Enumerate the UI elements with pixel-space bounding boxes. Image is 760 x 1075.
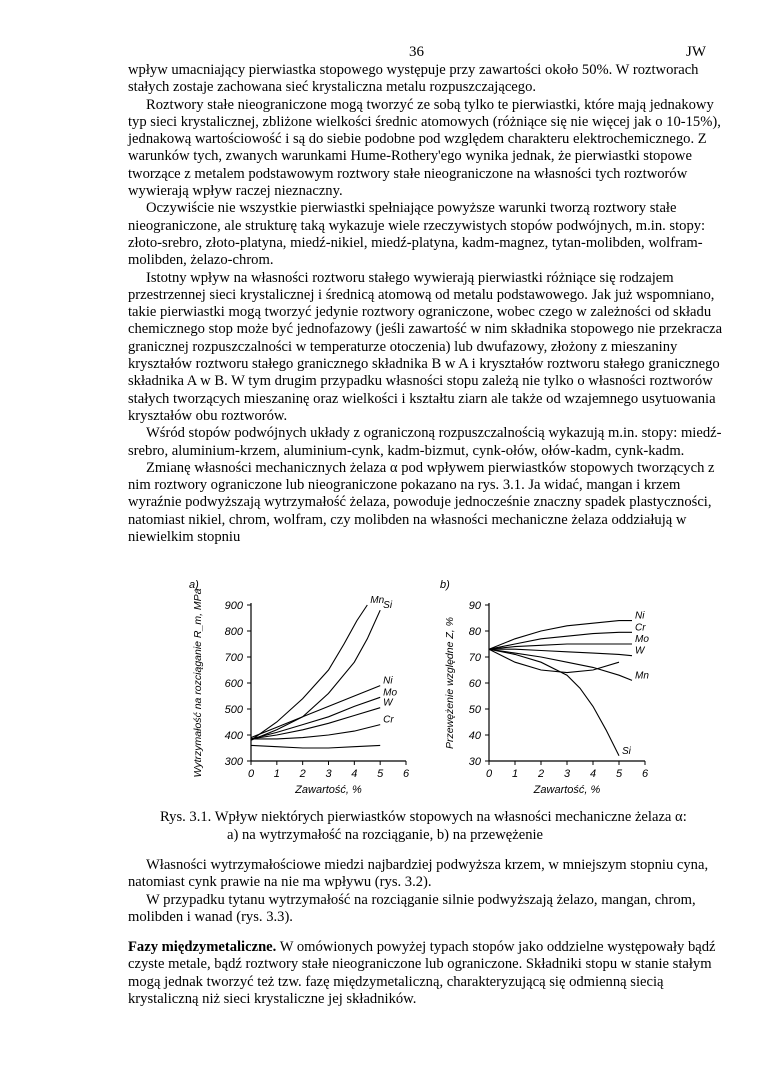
figure-3-1 xyxy=(183,572,658,804)
panel-label: b) xyxy=(440,579,450,591)
section-body: W omówionych powyżej typach stopów jako oddzielne występowały bądź czyste metale, bądź roztwory stałe nieograniczone lub ograniczone. Składniki stopu w stanie stałym mogą jednak tworzyć też tzw. fazę międzymetaliczną, charakteryzującą się odmienną siecią krystaliczną niż sieci krystaliczne jej składników. xyxy=(128,939,716,1007)
y-tick-label: 900 xyxy=(224,600,243,612)
x-tick-label: 0 xyxy=(485,768,493,780)
y-tick-label: 60 xyxy=(468,678,481,690)
series-label-w: W xyxy=(383,697,393,709)
section-heading: Fazy międzymetaliczne. xyxy=(128,939,277,955)
author-initials: JW xyxy=(686,44,706,60)
body-text-bottom xyxy=(128,857,728,926)
y-tick-label: 40 xyxy=(468,730,481,742)
paragraph: Zmianę własności mechanicznych żelaza α pod wpływem pierwiastków stopowych tworzących z nim roztwory ograniczone lub nieograniczone pokazano na rys. 3.1. Ja widać, mangan i krzem wyraźnie podwyższają wytrzymałość żelaza, powoduje jednocześnie znaczny spadek plastyczności, natomiast nikiel, chrom, wolfram, czy molibden na własności mechaniczne żelaza oddziałują w niewielkim stopniu xyxy=(128,459,715,546)
series-label-mo: Mo xyxy=(635,634,649,645)
series-label-w: W xyxy=(635,645,645,657)
y-tick-label: 700 xyxy=(224,652,243,664)
series-label-ni: Ni xyxy=(383,675,393,687)
paragraph: Oczywiście nie wszystkie pierwiastki spełniające powyższe warunki tworzą roztwory stałe nieograniczone, ale strukturę taką wykazuje wiele rzeczywistych stopów podwójnych, m.in. stopy: złoto-srebro, złoto-platyna, miedź-nikiel, miedź-platyna, kadm-magnez, tytan-molibden, wolfram-molibden, żelazo-chrom. xyxy=(128,200,706,269)
caption-line-2: a) na wytrzymałość na rozciąganie, b) na przewężenie xyxy=(227,827,544,843)
series-line-si xyxy=(489,649,619,756)
caption-line-1: Rys. 3.1. Wpływ niektórych pierwiastków stopowych na własności mechaniczne żelaza α: xyxy=(160,809,687,825)
series-line-unlabeled xyxy=(251,745,380,748)
figure-caption xyxy=(160,808,740,844)
y-tick-label: 300 xyxy=(224,756,243,768)
y-tick-label: 400 xyxy=(224,730,243,742)
panel-label: a) xyxy=(189,579,199,591)
y-tick-label: 50 xyxy=(468,704,481,716)
series-label-si: Si xyxy=(622,745,631,757)
paragraph: Wśród stopów podwójnych układy z ograniczoną rozpuszczalnością wykazują m.in. stopy: miedź-srebro, aluminium-krzem, aluminium-cynk, kadm-bizmut, cynk-ołów, ołów-kadm, cynk-kadm. xyxy=(128,425,722,459)
x-axis-label: Zawartość, % xyxy=(533,784,601,796)
paragraph: Roztwory stałe nieograniczone mogą tworzyć ze sobą tylko te pierwiastki, które mają jednakowy typ sieci krystalicznej, zbliżone wielkości średnic atomowych (różniące się nie więcej jak o 10-15%), jednakową wartościowość i są do siebie podobne pod względem charakteru elektrochemicznego. Z warunków tych, zwanych warunkami Hume-Rothery'ego wynika jednak, że pierwiastki stopowe tworzące z metalem podstawowym roztwory stałe nieograniczone na własności tych roztworów wywierają wpływ raczej nieznaczny. xyxy=(128,96,721,200)
series-label-mo: Mo xyxy=(383,687,398,699)
paragraph: Własności wytrzymałościowe miedzi najbardziej podwyższa krzem, w mniejszym stopniu cyna, natomiast cynk prawie na nie ma wpływu (rys. 3.2). xyxy=(128,857,709,891)
x-tick-label: 3 xyxy=(325,768,332,780)
x-tick-label: 1 xyxy=(273,768,280,780)
x-tick-label: 6 xyxy=(641,768,649,780)
series-label-cr: Cr xyxy=(635,622,646,634)
page-header xyxy=(0,44,760,64)
x-tick-label: 1 xyxy=(511,768,519,780)
x-tick-label: 6 xyxy=(402,768,410,780)
paragraph xyxy=(128,939,728,1008)
section-intermetallic xyxy=(128,939,728,1008)
y-tick-label: 800 xyxy=(224,626,243,638)
x-tick-label: 4 xyxy=(589,768,597,780)
y-tick-label: 30 xyxy=(468,756,481,768)
y-tick-label: 80 xyxy=(468,626,481,638)
series-label-mn: Mn xyxy=(635,670,649,682)
y-axis-label: Przewężenie względne Z, % xyxy=(444,617,456,749)
series-label-si: Si xyxy=(383,600,393,612)
body-text-top xyxy=(128,62,728,546)
x-tick-label: 0 xyxy=(247,768,255,780)
series-label-ni: Ni xyxy=(635,610,645,622)
series-line-mn xyxy=(251,605,367,740)
x-tick-label: 4 xyxy=(351,768,358,780)
y-axis-label: Wytrzymałość na rozciąganie R_m, MPa xyxy=(192,588,204,778)
series-label-mn: Mn xyxy=(370,595,385,606)
y-tick-label: 70 xyxy=(468,652,481,664)
x-tick-label: 3 xyxy=(563,768,571,780)
y-tick-label: 500 xyxy=(224,704,243,716)
x-tick-label: 5 xyxy=(377,768,384,780)
page-number: 36 xyxy=(409,44,424,60)
figure-charts xyxy=(183,572,658,804)
x-tick-label: 2 xyxy=(537,768,545,780)
y-tick-label: 90 xyxy=(468,600,481,612)
x-axis-label: Zawartość, % xyxy=(295,784,362,796)
paragraph: Istotny wpływ na własności roztworu stałego wywierają pierwiastki różniące się rodzajem przestrzennej sieci krystalicznej i średnicą atomową od metalu podstawowego. Jak już wspomniano, takie pierwiastki mogą tworzyć jedynie roztwory ograniczone, wobec czego w zależności od składu chemicznego stop może być jednofazowy (jeśli zawartość w nim składnika stopowego nie przekracza granicznej rozpuszczalności w temperaturze otoczenia) lub dwufazowy, złożony z mieszaniny kryształów roztworu stałego granicznego składnika B w A i kryształów roztworu stałego granicznego składnika A w B. W tym drugim przypadku własności stopu zależą nie tylko o własności roztworów stałych tworzących mieszaninę oraz wielkości i kształtu ziarn ale także od wzajemnego usytuowania kryształów obu roztworów. xyxy=(128,269,723,424)
x-tick-label: 2 xyxy=(299,768,306,780)
paragraph: W przypadku tytanu wytrzymałość na rozciąganie silnie podwyższają żelazo, mangan, chrom, molibden i wanad (rys. 3.3). xyxy=(128,891,696,925)
y-tick-label: 600 xyxy=(224,678,243,690)
x-tick-label: 5 xyxy=(615,768,623,780)
paragraph: wpływ umacniający pierwiastka stopowego występuje przy zawartości około 50%. W roztworach stałych zostaje zachowana sieć krystaliczna metalu rozpuszczającego. xyxy=(128,62,699,96)
series-label-cr: Cr xyxy=(383,714,394,726)
